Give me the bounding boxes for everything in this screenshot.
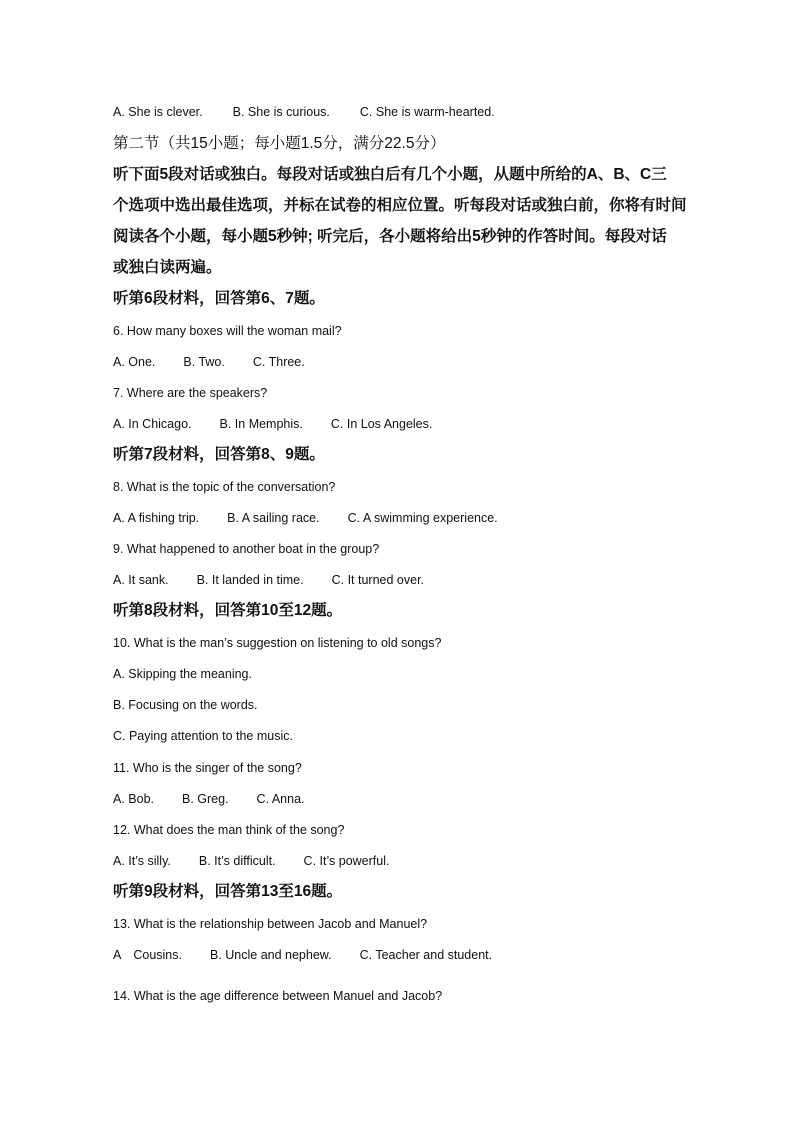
question-11: 11. Who is the singer of the song? (113, 761, 302, 775)
group-8-heading: 听第8段材料，回答第10至12题。 (113, 602, 343, 619)
q13-option-c: C. Teacher and student. (359, 948, 493, 962)
q12-option-b: B. It’s difficult. (198, 854, 276, 868)
q7-options (113, 416, 432, 432)
q9-option-b: B. It landed in time. (196, 573, 304, 587)
q6-option-a: A. One. (113, 355, 156, 369)
group-9-heading: 听第9段材料，回答第13至16题。 (113, 883, 343, 900)
question-13: 13. What is the relationship between Jacob and Manuel? (113, 917, 428, 931)
q12-option-a: A. It’s silly. (113, 854, 171, 868)
q11-option-b: B. Greg. (182, 792, 229, 806)
q5-option-c: C. She is warm-hearted. (359, 105, 495, 119)
instructions-line-3: 阅读各个小题，每小题5秒钟; 听完后，各小题将给出5秒钟的作答时间。每段对话 (113, 228, 667, 245)
q9-option-c: C. It turned over. (331, 573, 425, 587)
q6-option-c: C. Three. (252, 355, 305, 369)
q13-option-a-letter: A (113, 948, 122, 962)
q12-option-c: C. It’s powerful. (303, 854, 390, 868)
q10-option-b: B. Focusing on the words. (113, 698, 258, 712)
q7-option-c: C. In Los Angeles. (330, 417, 433, 431)
question-9: 9. What happened to another boat in the group? (113, 542, 380, 556)
question-14: 14. What is the age difference between Manuel and Jacob? (113, 989, 443, 1003)
q11-options (113, 791, 305, 807)
q5-options (113, 104, 495, 120)
instructions-line-2: 个选项中选出最佳选项，并标在试卷的相应位置。听每段对话或独白前，你将有时间 (113, 197, 687, 214)
q12-options (113, 853, 389, 869)
q8-option-a: A. A fishing trip. (113, 511, 200, 525)
q6-option-b: B. Two. (183, 355, 225, 369)
q8-option-c: C. A swimming experience. (347, 511, 498, 525)
q13-options (113, 947, 492, 963)
q13-option-b: B. Uncle and nephew. (209, 948, 332, 962)
q11-option-a: A. Bob. (113, 792, 154, 806)
q13-option-a-text: Cousins. (133, 948, 182, 962)
q5-option-b: B. She is curious. (232, 105, 330, 119)
group-7-heading: 听第7段材料，回答第8、9题。 (113, 446, 325, 463)
q9-option-a: A. It sank. (113, 573, 169, 587)
question-12: 12. What does the man think of the song? (113, 823, 345, 837)
q6-options (113, 354, 305, 370)
q9-options (113, 572, 424, 588)
q10-option-a: A. Skipping the meaning. (113, 667, 252, 681)
q8-options (113, 510, 498, 526)
question-10: 10. What is the man’s suggestion on listening to old songs? (113, 636, 442, 650)
question-6: 6. How many boxes will the woman mail? (113, 324, 342, 338)
q8-option-b: B. A sailing race. (227, 511, 320, 525)
q7-option-a: A. In Chicago. (113, 417, 192, 431)
instructions-line-1: 听下面5段对话或独白。每段对话或独白后有几个小题，从题中所给的A、B、C三 (113, 166, 667, 183)
q11-option-c: C. Anna. (256, 792, 305, 806)
section-title: 第二节（共15小题；每小题1.5分，满分22.5分） (113, 135, 446, 152)
group-6-heading: 听第6段材料，回答第6、7题。 (113, 290, 325, 307)
q5-option-a: A. She is clever. (113, 105, 203, 119)
instructions-line-4: 或独白读两遍。 (113, 259, 222, 276)
question-7: 7. Where are the speakers? (113, 386, 268, 400)
q10-option-c: C. Paying attention to the music. (113, 729, 293, 743)
question-8: 8. What is the topic of the conversation? (113, 480, 336, 494)
q7-option-b: B. In Memphis. (219, 417, 303, 431)
